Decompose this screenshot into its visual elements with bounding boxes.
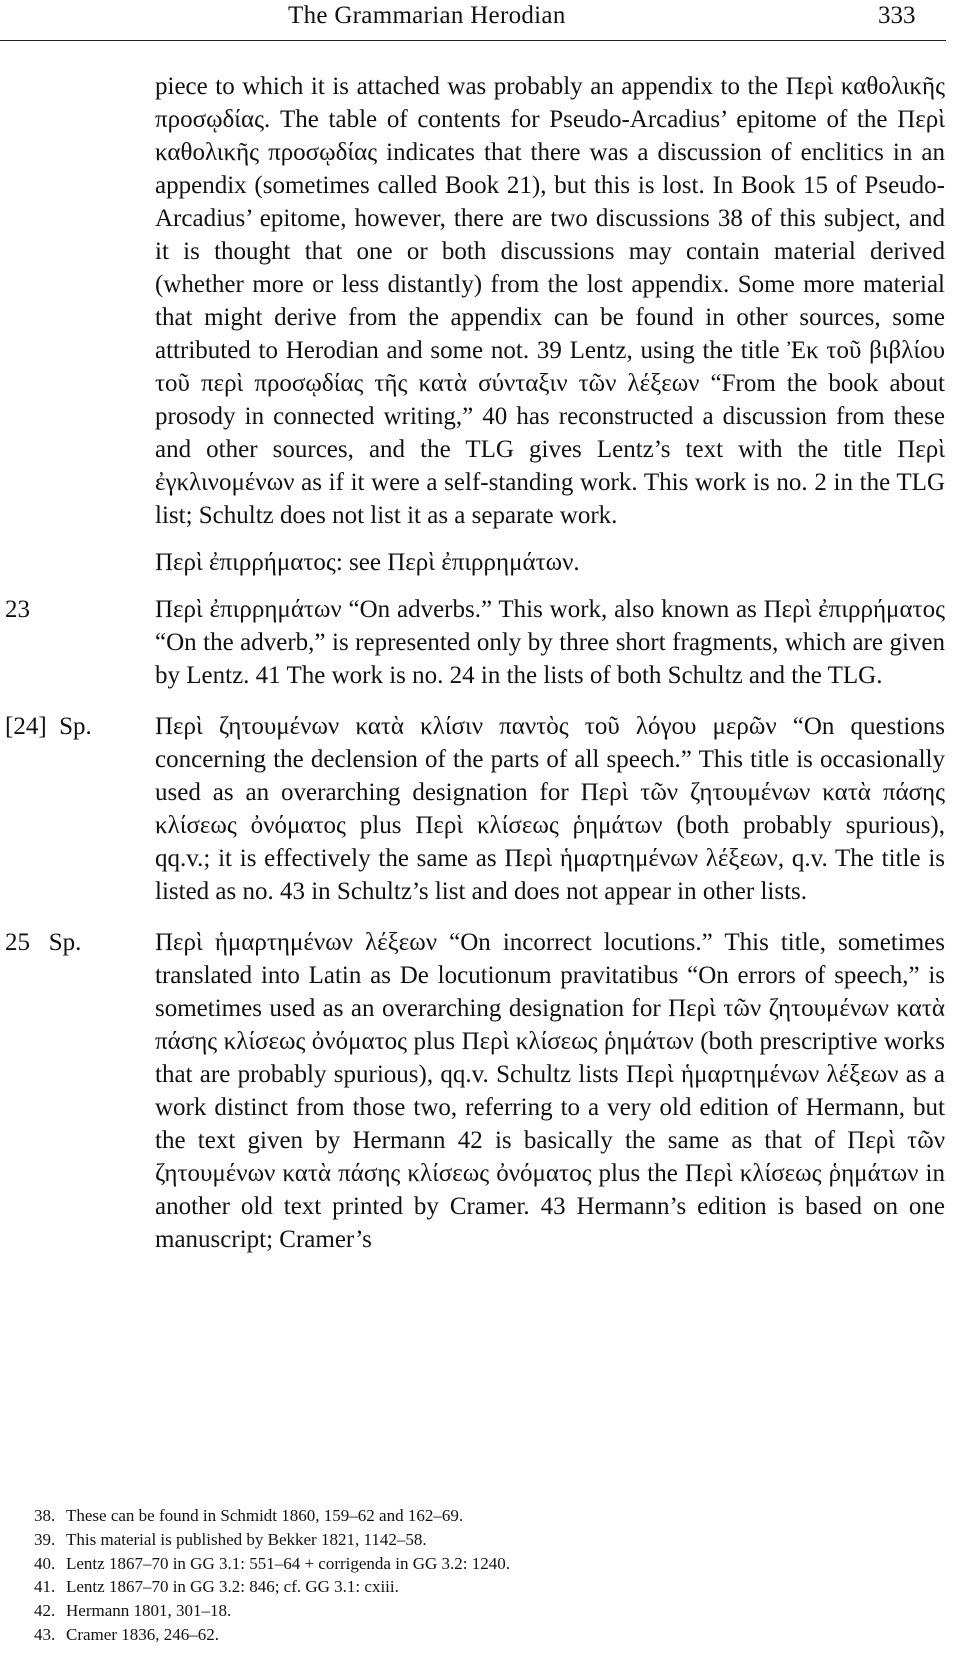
footnote-number: 42. [34,1601,56,1621]
entry-24 [0,710,960,908]
main-text [0,70,960,1256]
running-header [0,0,960,40]
entry-label: [24] Sp. [5,713,92,740]
entry-text: Περὶ ἡμαρτημένων λέξεων “On incorrect locutions.” This title, sometimes translated into Latin as De locutionum pravitatibus “On errors of speech,” is sometimes used as an overarching designation for Περὶ τῶν ζητουμένων κατὰ πάσης κλίσεως ὀνόματος plus Περὶ κλίσεως ῥημάτων (both prescriptive works that are probably spurious), qq.v. Schultz lists Περὶ ἡμαρτημένων λέξεων as a work distinct from those two, referring to a very old edition of Hermann, but the text given by Hermann 42 is basically the same as that of Περὶ τῶν ζητουμένων κατὰ πάσης κλίσεως ὀνόματος plus the Περὶ κλίσεως ῥημάτων in another old text printed by Cramer. 43 Hermann’s edition is based on one manuscript; Cramer’s [155,929,945,1253]
footnote-number: 39. [34,1529,56,1549]
entry-25 [0,926,960,1256]
footnote [34,1528,944,1552]
entry-23 [0,593,960,692]
entry-text: Περὶ ἐπιρρημάτων “On adverbs.” This work, also known as Περὶ ἐπιρρήματος “On the adverb,” is represented only by three short fragments, which are given by Lentz. 41 The work is no. 24 in the lists of both Schultz and the TLG. [155,596,945,689]
entry-label: 25 Sp. [5,929,82,956]
cross-reference: Περὶ ἐπιρρήματος: see Περὶ ἐπιρρημάτων. [155,549,580,576]
intro-paragraph: piece to which it is attached was probably an appendix to the Περὶ καθολικῆς προσῳδίας. The table of contents for Pseudo-Arcadius’ epitome of the Περὶ καθολικῆς προσῳδίας indicates that there was a discussion of enclitics in an appendix (sometimes called Book 21), but this is lost. In Book 15 of Pseudo-Arcadius’ epitome, however, there are two discussions 38 of this subject, and it is thought that one or both discussions may contain material derived (whether more or less distantly) from the lost appendix. Some more material that might derive from the appendix can be found in other sources, some attributed to Herodian and some not. 39 Lentz, using the title Ἐκ τοῦ βιβλίου τοῦ περὶ προσῳδίας τῆς κατὰ σύνταξιν τῶν λέξεων “From the book about prosody in connected writing,” 40 has reconstructed a discussion from these and other sources, and the TLG gives Lentz’s text with the title Περὶ ἐγκλινομένων as if it were a self-standing work. This work is no. 2 in the TLG list; Schultz does not list it as a separate work. [155,73,945,529]
page-number: 333 [878,2,916,29]
footnote-text: These can be found in Schmidt 1860, 159–62 and 162–69. [66,1506,464,1525]
footnotes [34,1504,944,1647]
footnote [34,1552,944,1576]
footnote-number: 38. [34,1506,56,1525]
running-title: The Grammarian Herodian [288,2,566,29]
footnote-text: Lentz 1867–70 in GG 3.1: 551–64 + corrigenda in GG 3.2: 1240. [66,1553,510,1573]
footnote [34,1575,944,1599]
footnote-text: Hermann 1801, 301–18. [66,1601,232,1621]
footnote-number: 40. [34,1553,56,1573]
entry-label: 23 [5,596,30,623]
footnote [34,1623,944,1647]
footnote-number: 43. [34,1624,56,1644]
footnote-text: Lentz 1867–70 in GG 3.2: 846; cf. GG 3.1: cxiii. [66,1577,399,1597]
footnote-text: This material is published by Bekker 1821, 1142–58. [66,1529,427,1549]
footnote [34,1599,944,1623]
header-rule [0,40,946,41]
footnote [34,1504,944,1528]
footnote-text: Cramer 1836, 246–62. [66,1624,219,1644]
entry-text: Περὶ ζητουμένων κατὰ κλίσιν παντὸς τοῦ λόγου μερῶν “On questions concerning the declension of the parts of all speech.” This title is occasionally used as an overarching designation for Περὶ τῶν ζητουμένων κατὰ πάσης κλίσεως ὀνόματος plus Περὶ κλίσεως ῥημάτων (both probably spurious), qq.v.; it is effectively the same as Περὶ ἡμαρτημένων λέξεων, q.v. The title is listed as no. 43 in Schultz’s list and does not appear in other lists. [155,713,945,905]
footnote-number: 41. [34,1577,56,1597]
